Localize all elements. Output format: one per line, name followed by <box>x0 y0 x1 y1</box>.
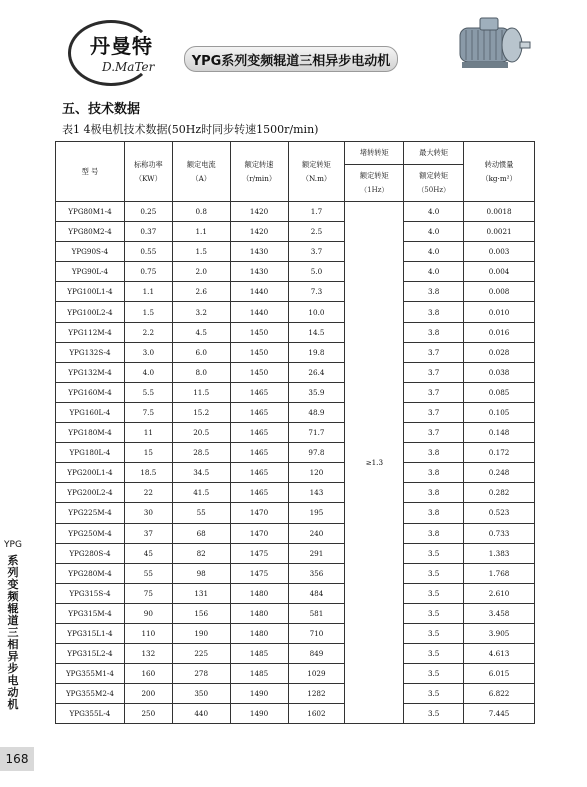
cell-speed: 1450 <box>230 362 288 382</box>
cell-power: 0.55 <box>124 242 172 262</box>
cell-speed: 1420 <box>230 222 288 242</box>
cell-power: 200 <box>124 684 172 704</box>
cell-inertia: 0.523 <box>464 503 535 523</box>
cell-speed: 1480 <box>230 623 288 643</box>
cell-inertia: 7.445 <box>464 704 535 724</box>
table-row <box>56 322 535 342</box>
technical-data-table <box>55 141 535 724</box>
cell-inertia: 2.610 <box>464 583 535 603</box>
cell-inertia: 0.282 <box>464 483 535 503</box>
header-speed-label: 额定转速 <box>244 159 274 169</box>
logo-english-text: D.MaTer <box>102 60 155 74</box>
cell-max-torque: 3.7 <box>404 402 464 422</box>
cell-torque: 143 <box>288 483 345 503</box>
cell-max-torque: 4.0 <box>404 202 464 222</box>
cell-max-torque: 3.8 <box>404 282 464 302</box>
table-row <box>56 684 535 704</box>
cell-speed: 1465 <box>230 443 288 463</box>
cell-speed: 1465 <box>230 423 288 443</box>
table-row <box>56 603 535 623</box>
header-speed <box>230 142 288 202</box>
cell-max-torque: 3.5 <box>404 644 464 664</box>
cell-model: YPG315L2-4 <box>56 644 125 664</box>
cell-model: YPG225M-4 <box>56 503 125 523</box>
cell-inertia: 3.905 <box>464 623 535 643</box>
cell-max-torque: 4.0 <box>404 262 464 282</box>
cell-max-torque: 3.8 <box>404 302 464 322</box>
cell-speed: 1490 <box>230 704 288 724</box>
cell-torque: 291 <box>288 543 345 563</box>
cell-model: YPG250M-4 <box>56 523 125 543</box>
table-row <box>56 302 535 322</box>
cell-max-torque: 3.7 <box>404 342 464 362</box>
cell-model: YPG200L2-4 <box>56 483 125 503</box>
cell-power: 1.1 <box>124 282 172 302</box>
cell-model: YPG90L-4 <box>56 262 125 282</box>
cell-inertia: 6.015 <box>464 664 535 684</box>
cell-power: 0.37 <box>124 222 172 242</box>
header-inertia-unit: （kg·m²） <box>481 173 517 183</box>
header-power-unit: （KW） <box>134 173 162 183</box>
cell-model: YPG90S-4 <box>56 242 125 262</box>
cell-speed: 1420 <box>230 202 288 222</box>
table-body <box>56 202 535 724</box>
cell-locked-torque: ≥1.3 <box>345 202 404 724</box>
cell-power: 132 <box>124 644 172 664</box>
cell-torque: 710 <box>288 623 345 643</box>
cell-torque: 2.5 <box>288 222 345 242</box>
cell-inertia: 3.458 <box>464 603 535 623</box>
cell-speed: 1440 <box>230 282 288 302</box>
cell-inertia: 0.0018 <box>464 202 535 222</box>
cell-power: 75 <box>124 583 172 603</box>
cell-torque: 240 <box>288 523 345 543</box>
cell-max-torque: 3.7 <box>404 382 464 402</box>
cell-inertia: 0.016 <box>464 322 535 342</box>
cell-model: YPG180L-4 <box>56 443 125 463</box>
cell-speed: 1430 <box>230 242 288 262</box>
cell-power: 37 <box>124 523 172 543</box>
cell-max-torque: 3.8 <box>404 322 464 342</box>
cell-model: YPG112M-4 <box>56 322 125 342</box>
cell-power: 5.5 <box>124 382 172 402</box>
cell-model: YPG160L-4 <box>56 402 125 422</box>
cell-speed: 1440 <box>230 302 288 322</box>
cell-current: 11.5 <box>172 382 230 402</box>
cell-torque: 1029 <box>288 664 345 684</box>
cell-torque: 356 <box>288 563 345 583</box>
cell-model: YPG355M1-4 <box>56 664 125 684</box>
cell-max-torque: 3.5 <box>404 704 464 724</box>
cell-power: 11 <box>124 423 172 443</box>
cell-current: 28.5 <box>172 443 230 463</box>
cell-power: 30 <box>124 503 172 523</box>
cell-power: 3.0 <box>124 342 172 362</box>
cell-max-torque: 3.7 <box>404 423 464 443</box>
cell-speed: 1430 <box>230 262 288 282</box>
cell-inertia: 1.768 <box>464 563 535 583</box>
cell-inertia: 0.004 <box>464 262 535 282</box>
header-model: 型 号 <box>56 142 125 202</box>
cell-inertia: 4.613 <box>464 644 535 664</box>
cell-model: YPG132M-4 <box>56 362 125 382</box>
cell-speed: 1485 <box>230 644 288 664</box>
header-torque <box>288 142 345 202</box>
cell-inertia: 0.010 <box>464 302 535 322</box>
cell-power: 90 <box>124 603 172 623</box>
table-row <box>56 242 535 262</box>
table-row <box>56 623 535 643</box>
table-row <box>56 423 535 443</box>
cell-torque: 1282 <box>288 684 345 704</box>
table-row <box>56 543 535 563</box>
cell-max-torque: 3.8 <box>404 523 464 543</box>
table-row <box>56 443 535 463</box>
cell-max-torque: 3.5 <box>404 684 464 704</box>
header-inertia <box>464 142 535 202</box>
cell-inertia: 0.028 <box>464 342 535 362</box>
cell-torque: 1602 <box>288 704 345 724</box>
cell-speed: 1470 <box>230 523 288 543</box>
cell-torque: 484 <box>288 583 345 603</box>
header-power <box>124 142 172 202</box>
cell-torque: 5.0 <box>288 262 345 282</box>
cell-power: 250 <box>124 704 172 724</box>
header-locked-sub-label: 额定转矩 <box>359 171 389 180</box>
table-row <box>56 402 535 422</box>
cell-current: 131 <box>172 583 230 603</box>
header-locked-unit: （1Hz） <box>360 186 389 194</box>
cell-speed: 1450 <box>230 322 288 342</box>
cell-max-torque: 3.5 <box>404 563 464 583</box>
cell-max-torque: 3.5 <box>404 543 464 563</box>
table-row <box>56 222 535 242</box>
cell-current: 68 <box>172 523 230 543</box>
cell-max-torque: 4.0 <box>404 242 464 262</box>
cell-inertia: 0.248 <box>464 463 535 483</box>
header-locked-torque: 堵转转矩 <box>345 142 404 165</box>
cell-torque: 120 <box>288 463 345 483</box>
table-row <box>56 563 535 583</box>
cell-speed: 1475 <box>230 563 288 583</box>
cell-speed: 1470 <box>230 503 288 523</box>
header-speed-unit: （r/min） <box>242 173 277 183</box>
cell-torque: 35.9 <box>288 382 345 402</box>
cell-speed: 1490 <box>230 684 288 704</box>
header-max-sub-label: 额定转矩 <box>419 171 449 180</box>
cell-model: YPG280M-4 <box>56 563 125 583</box>
table-caption: 表1 4极电机技术数据(50Hz时同步转速1500r/min) <box>62 123 319 136</box>
cell-torque: 3.7 <box>288 242 345 262</box>
cell-torque: 48.9 <box>288 402 345 422</box>
cell-current: 20.5 <box>172 423 230 443</box>
side-label: 系列变频辊道三相异步电动机 <box>7 554 19 711</box>
table-row <box>56 382 535 402</box>
cell-torque: 97.8 <box>288 443 345 463</box>
cell-current: 98 <box>172 563 230 583</box>
cell-power: 15 <box>124 443 172 463</box>
motor-image <box>452 14 532 76</box>
table-row <box>56 704 535 724</box>
cell-speed: 1480 <box>230 603 288 623</box>
cell-current: 34.5 <box>172 463 230 483</box>
cell-max-torque: 4.0 <box>404 222 464 242</box>
table-row <box>56 262 535 282</box>
cell-model: YPG100L2-4 <box>56 302 125 322</box>
title-banner: YPG系列变频辊道三相异步电动机 <box>184 46 398 72</box>
cell-current: 82 <box>172 543 230 563</box>
cell-power: 45 <box>124 543 172 563</box>
cell-current: 225 <box>172 644 230 664</box>
cell-inertia: 0.105 <box>464 402 535 422</box>
cell-speed: 1450 <box>230 342 288 362</box>
cell-torque: 7.3 <box>288 282 345 302</box>
cell-power: 160 <box>124 664 172 684</box>
cell-torque: 195 <box>288 503 345 523</box>
cell-power: 0.25 <box>124 202 172 222</box>
table-row <box>56 503 535 523</box>
cell-max-torque: 3.5 <box>404 583 464 603</box>
cell-max-torque: 3.5 <box>404 664 464 684</box>
header-max-sub <box>404 165 464 202</box>
table-row <box>56 342 535 362</box>
cell-inertia: 6.822 <box>464 684 535 704</box>
cell-max-torque: 3.8 <box>404 463 464 483</box>
cell-current: 156 <box>172 603 230 623</box>
header-torque-label: 额定转矩 <box>302 159 331 169</box>
cell-current: 3.2 <box>172 302 230 322</box>
table-row <box>56 583 535 603</box>
cell-torque: 849 <box>288 644 345 664</box>
cell-speed: 1475 <box>230 543 288 563</box>
cell-inertia: 0.733 <box>464 523 535 543</box>
table-row <box>56 644 535 664</box>
cell-current: 190 <box>172 623 230 643</box>
header-power-label: 标称功率 <box>133 159 163 169</box>
cell-torque: 19.8 <box>288 342 345 362</box>
cell-inertia: 0.172 <box>464 443 535 463</box>
cell-max-torque: 3.8 <box>404 443 464 463</box>
cell-model: YPG180M-4 <box>56 423 125 443</box>
cell-current: 4.5 <box>172 322 230 342</box>
cell-model: YPG315M-4 <box>56 603 125 623</box>
header-locked-sub <box>345 165 404 202</box>
table-row <box>56 664 535 684</box>
cell-power: 1.5 <box>124 302 172 322</box>
cell-torque: 14.5 <box>288 322 345 342</box>
cell-max-torque: 3.7 <box>404 362 464 382</box>
cell-max-torque: 3.8 <box>404 483 464 503</box>
cell-model: YPG160M-4 <box>56 382 125 402</box>
cell-model: YPG315L1-4 <box>56 623 125 643</box>
header-current-label: 额定电流 <box>186 159 216 169</box>
cell-power: 7.5 <box>124 402 172 422</box>
cell-inertia: 0.0021 <box>464 222 535 242</box>
cell-torque: 71.7 <box>288 423 345 443</box>
cell-current: 55 <box>172 503 230 523</box>
cell-inertia: 0.003 <box>464 242 535 262</box>
cell-current: 6.0 <box>172 342 230 362</box>
cell-torque: 1.7 <box>288 202 345 222</box>
cell-max-torque: 3.5 <box>404 603 464 623</box>
cell-current: 350 <box>172 684 230 704</box>
cell-max-torque: 3.8 <box>404 503 464 523</box>
cell-power: 18.5 <box>124 463 172 483</box>
cell-current: 2.6 <box>172 282 230 302</box>
header-max-torque: 最大转矩 <box>404 142 464 165</box>
cell-current: 15.2 <box>172 402 230 422</box>
cell-current: 278 <box>172 664 230 684</box>
cell-current: 2.0 <box>172 262 230 282</box>
cell-power: 55 <box>124 563 172 583</box>
cell-current: 440 <box>172 704 230 724</box>
cell-power: 2.2 <box>124 322 172 342</box>
cell-model: YPG100L1-4 <box>56 282 125 302</box>
cell-current: 41.5 <box>172 483 230 503</box>
cell-model: YPG315S-4 <box>56 583 125 603</box>
cell-inertia: 0.038 <box>464 362 535 382</box>
company-logo <box>60 18 180 88</box>
section-heading: 五、技术数据 <box>62 102 141 117</box>
logo-chinese-text: 丹曼特 <box>90 34 153 58</box>
header-current-unit: （A） <box>191 173 211 183</box>
cell-current: 8.0 <box>172 362 230 382</box>
cell-speed: 1480 <box>230 583 288 603</box>
cell-max-torque: 3.5 <box>404 623 464 643</box>
cell-model: YPG355M2-4 <box>56 684 125 704</box>
cell-speed: 1465 <box>230 483 288 503</box>
cell-torque: 26.4 <box>288 362 345 382</box>
cell-model: YPG355L-4 <box>56 704 125 724</box>
page-number: 168 <box>0 747 34 771</box>
table-row <box>56 523 535 543</box>
table-row <box>56 362 535 382</box>
cell-model: YPG200L1-4 <box>56 463 125 483</box>
side-label-top: YPG <box>4 540 22 550</box>
cell-torque: 10.0 <box>288 302 345 322</box>
cell-power: 110 <box>124 623 172 643</box>
cell-current: 1.5 <box>172 242 230 262</box>
cell-current: 1.1 <box>172 222 230 242</box>
table-row <box>56 463 535 483</box>
cell-speed: 1465 <box>230 463 288 483</box>
cell-inertia: 0.008 <box>464 282 535 302</box>
table-row <box>56 282 535 302</box>
cell-model: YPG80M2-4 <box>56 222 125 242</box>
cell-inertia: 0.085 <box>464 382 535 402</box>
table-row <box>56 202 535 222</box>
cell-speed: 1465 <box>230 402 288 422</box>
cell-power: 22 <box>124 483 172 503</box>
cell-speed: 1485 <box>230 664 288 684</box>
cell-model: YPG280S-4 <box>56 543 125 563</box>
cell-torque: 581 <box>288 603 345 623</box>
cell-current: 0.8 <box>172 202 230 222</box>
table-row <box>56 483 535 503</box>
header-torque-unit: （N.m） <box>301 173 332 183</box>
cell-speed: 1465 <box>230 382 288 402</box>
header-inertia-label: 转动惯量 <box>484 159 514 169</box>
cell-inertia: 1.383 <box>464 543 535 563</box>
cell-model: YPG80M1-4 <box>56 202 125 222</box>
cell-power: 0.75 <box>124 262 172 282</box>
cell-inertia: 0.148 <box>464 423 535 443</box>
header-current <box>172 142 230 202</box>
cell-power: 4.0 <box>124 362 172 382</box>
header-max-unit: （50Hz） <box>417 186 451 194</box>
cell-model: YPG132S-4 <box>56 342 125 362</box>
